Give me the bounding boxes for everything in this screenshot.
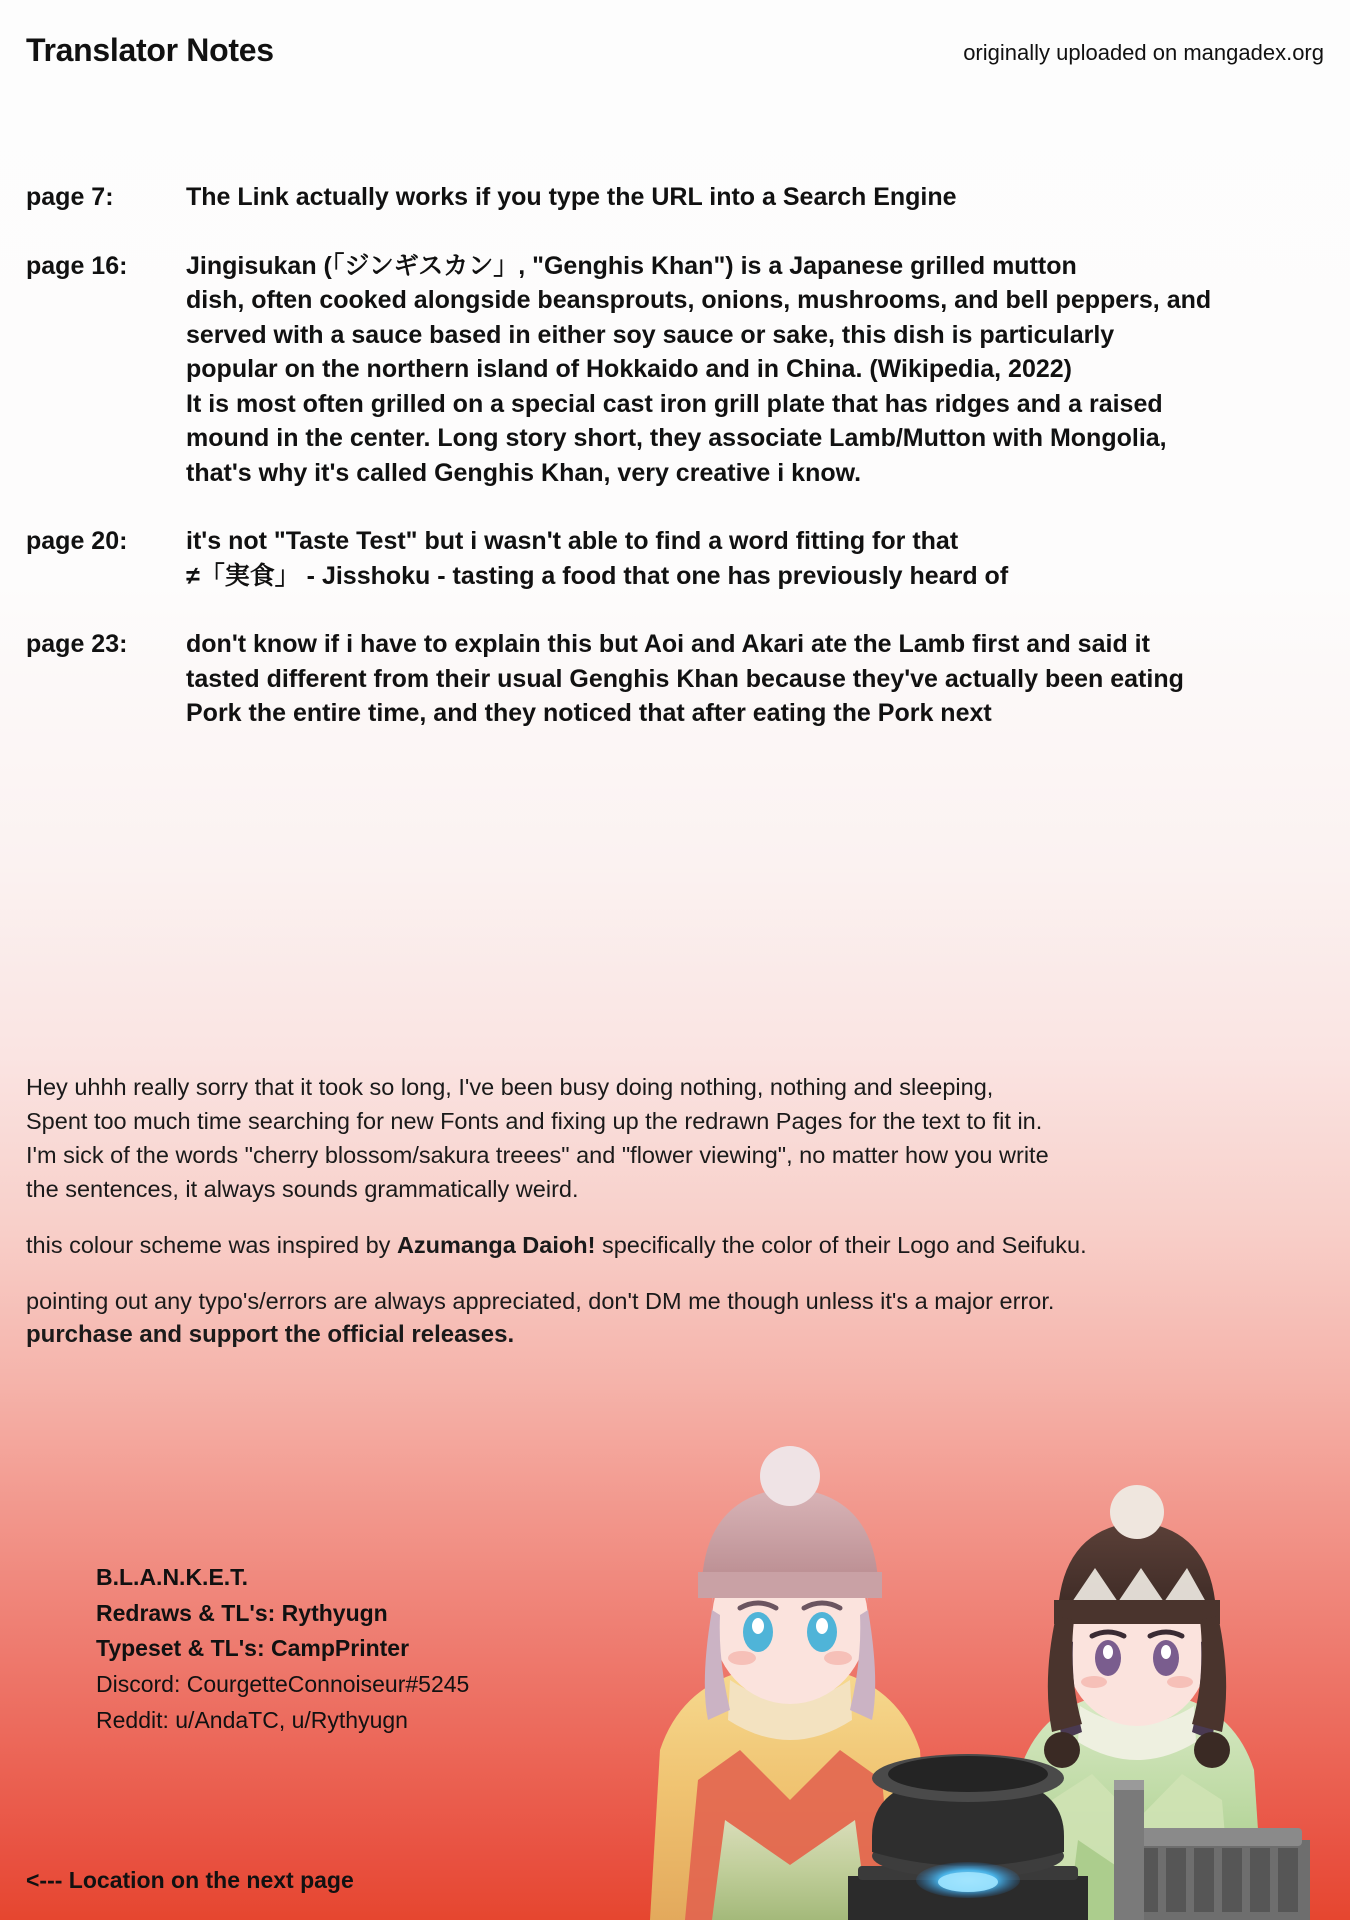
note-line: popular on the northern island of Hokkaido and in China. (Wikipedia, 2022) bbox=[186, 355, 1072, 384]
note-line: Jingisukan (「ジンギスカン」, "Genghis Khan") is a Japanese grilled mutton bbox=[186, 251, 1077, 280]
camp-stove-and-pot bbox=[848, 1754, 1088, 1920]
note-page-label: page 23: bbox=[26, 630, 128, 659]
note-line: that's why it's called Genghis Khan, very creative i know. bbox=[186, 458, 862, 487]
note-entry bbox=[26, 524, 1320, 593]
support-official-releases-line: purchase and support the official releases. bbox=[26, 1321, 515, 1349]
commentary-line: Spent too much time searching for new Fonts and fixing up the redrawn Pages for the text to fit in. bbox=[26, 1108, 1043, 1135]
note-line: The Link actually works if you type the URL into a Search Engine bbox=[186, 183, 957, 211]
translator-commentary bbox=[26, 1070, 1320, 1375]
commentary-line: Hey uhhh really sorry that it took so long, I've been busy doing nothing, nothing and sleeping, bbox=[26, 1074, 994, 1100]
note-entry bbox=[26, 627, 1320, 731]
girl-left bbox=[650, 1446, 930, 1920]
colour-scheme-suffix: specifically the color of their Logo and Seifuku. bbox=[595, 1232, 1087, 1259]
credit-redraws: Redraws & TL's: Rythyugn bbox=[96, 1599, 388, 1626]
camping-girls-illustration bbox=[590, 1280, 1350, 1920]
credits-block bbox=[96, 1560, 469, 1738]
commentary-line: pointing out any typo's/errors are always appreciated, don't DM me though unless it's a major error. bbox=[26, 1288, 1055, 1315]
note-line: mound in the center. Long story short, they associate Lamb/Mutton with Mongolia, bbox=[186, 424, 1167, 453]
note-line: don't know if i have to explain this but Aoi and Akari ate the Lamb first and said it bbox=[186, 630, 1150, 659]
azumanga-daioh-mention: Azumanga Daioh! bbox=[396, 1232, 596, 1259]
notes-list bbox=[26, 180, 1320, 765]
note-line: Pork the entire time, and they noticed that after eating the Pork next bbox=[186, 699, 992, 728]
commentary-paragraph-3 bbox=[26, 1284, 1320, 1353]
note-line: tasted different from their usual Genghis Khan because they've actually been eating bbox=[186, 664, 1184, 693]
note-page-label: page 7: bbox=[26, 183, 114, 211]
note-line: served with a sauce based in either soy sauce or sake, this dish is particularly bbox=[186, 320, 1115, 349]
note-line: ≠「実食」 - Jisshoku - tasting a food that one has previously heard of bbox=[186, 561, 1009, 590]
note-text bbox=[186, 180, 1320, 215]
location-next-page-note: <--- Location on the next page bbox=[26, 1867, 354, 1893]
note-page-label: page 20: bbox=[26, 527, 128, 556]
commentary-line: the sentences, it always sounds grammatically weird. bbox=[26, 1176, 579, 1203]
note-line: dish, often cooked alongside beansprouts, onions, mushrooms, and bell peppers, and bbox=[186, 286, 1212, 315]
group-name: B.L.A.N.K.E.T. bbox=[96, 1564, 249, 1590]
note-entry bbox=[26, 249, 1320, 491]
colour-scheme-prefix: this colour scheme was inspired by bbox=[26, 1232, 397, 1259]
page-title: Translator Notes bbox=[26, 32, 274, 68]
credit-discord: Discord: CourgetteConnoiseur#5245 bbox=[96, 1670, 470, 1697]
commentary-line bbox=[26, 1228, 1320, 1262]
credit-reddit: Reddit: u/AndaTC, u/Rythyugn bbox=[96, 1706, 408, 1733]
grill-plate bbox=[1114, 1780, 1310, 1920]
note-text bbox=[186, 524, 1320, 593]
commentary-paragraph-1 bbox=[26, 1070, 1320, 1206]
upload-source-note: originally uploaded on mangadex.org bbox=[963, 40, 1324, 65]
page-header bbox=[26, 32, 1324, 78]
note-page-label: page 16: bbox=[26, 251, 128, 280]
note-text bbox=[186, 249, 1320, 491]
note-line: It is most often grilled on a special cast iron grill plate that has ridges and a raised bbox=[186, 389, 1163, 418]
note-text bbox=[186, 627, 1320, 731]
girl-right bbox=[1010, 1485, 1264, 1920]
commentary-line: I'm sick of the words "cherry blossom/sakura treees" and "flower viewing", no matter how you write bbox=[26, 1142, 1049, 1169]
commentary-paragraph-2 bbox=[26, 1228, 1320, 1262]
note-line: it's not "Taste Test" but i wasn't able to find a word fitting for that bbox=[186, 527, 959, 556]
credit-typeset: Typeset & TL's: CampPrinter bbox=[96, 1635, 410, 1662]
note-entry bbox=[26, 180, 1320, 215]
